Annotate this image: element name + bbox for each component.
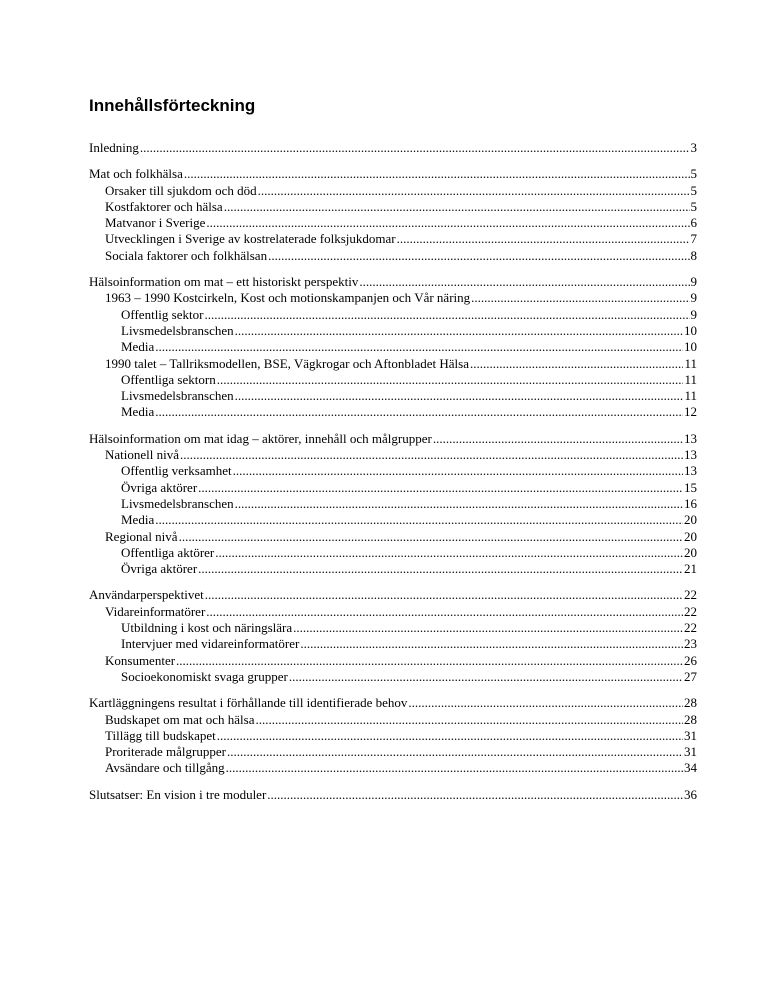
toc-entry-label: Hälsoinformation om mat idag – aktörer, innehåll och målgrupper [89,430,432,446]
toc-page-number: 12 [684,404,697,420]
toc-entry[interactable] [89,140,697,156]
toc-entry[interactable] [89,512,697,528]
toc-entry-label: Mat och folkhälsa [89,166,183,182]
toc-entry[interactable] [89,787,697,803]
toc-entry[interactable] [89,669,697,685]
toc-entry[interactable] [89,529,697,545]
toc-section [89,140,697,156]
toc-entry[interactable] [89,728,697,744]
toc-page-number: 34 [684,760,697,776]
toc-section [89,431,697,578]
toc-page-number: 7 [690,231,697,247]
toc-entry-label: Livsmedelsbranschen [121,495,234,511]
toc-entry[interactable] [89,356,697,372]
toc-entry-label: Media [121,404,155,420]
toc-page-number: 20 [684,544,697,560]
toc-entry-label: Offentliga aktörer [121,544,215,560]
toc-page-number: 22 [684,587,697,603]
dot-leader [289,669,683,685]
dot-leader [176,653,683,669]
toc-entry-label: Livsmedelsbranschen [121,388,234,404]
dot-leader [179,529,683,545]
dot-leader [198,480,683,496]
toc-entry-label: Matvanor i Sverige [105,215,206,231]
toc-page-number: 23 [684,636,697,652]
dot-leader [397,231,690,247]
dot-leader [206,215,689,231]
dot-leader [293,620,683,636]
toc-entry[interactable] [89,248,697,264]
toc-page-number: 20 [684,528,697,544]
dot-leader [433,431,683,447]
toc-entry[interactable] [89,323,697,339]
toc-page-number: 3 [690,140,697,155]
dot-leader [359,274,689,290]
toc-page-number: 31 [684,744,697,760]
toc-section [89,274,697,421]
toc-page-number: 10 [684,322,697,338]
dot-leader [235,496,683,512]
toc-entry-label: Utvecklingen i Sverige av kostrelaterade folksjukdomar [105,231,396,247]
dot-leader [140,140,690,156]
toc-page-number: 28 [684,695,697,711]
toc-entry-label: Socioekonomiskt svaga grupper [121,668,288,684]
toc-page-number: 26 [684,652,697,668]
dot-leader [258,183,690,199]
toc-entry[interactable] [89,372,697,388]
toc-entry-label: Utbildning i kost och näringslära [121,620,293,636]
toc-entry[interactable] [89,636,697,652]
dot-leader [205,587,683,603]
toc-page-number: 16 [684,495,697,511]
toc-entry[interactable] [89,307,697,323]
table-of-contents [89,140,697,813]
dot-leader [268,248,689,264]
toc-entry[interactable] [89,744,697,760]
toc-entry[interactable] [89,231,697,247]
toc-page-number: 22 [684,603,697,619]
toc-entry-label: Slutsatser: En vision i tre moduler [89,786,267,802]
toc-entry-label: Konsumenter [105,652,176,668]
toc-entry[interactable] [89,653,697,669]
toc-section [89,787,697,803]
toc-entry-label: Offentliga sektorn [121,371,216,387]
toc-entry[interactable] [89,695,697,711]
toc-page-number: 28 [684,711,697,727]
toc-page-number: 9 [690,290,697,306]
toc-entry[interactable] [89,587,697,603]
dot-leader [206,604,683,620]
toc-page-number: 9 [690,274,697,290]
toc-entry[interactable] [89,760,697,776]
toc-entry[interactable] [89,166,697,182]
dot-leader [155,339,683,355]
toc-page-number: 15 [684,479,697,495]
toc-page-number: 5 [690,198,697,214]
toc-entry[interactable] [89,604,697,620]
dot-leader [226,760,683,776]
toc-entry[interactable] [89,339,697,355]
dot-leader [217,728,683,744]
dot-leader [235,388,684,404]
dot-leader [227,744,683,760]
dot-leader [255,712,683,728]
toc-entry-label: Orsaker till sjukdom och död [105,182,257,198]
toc-page-number: 11 [684,355,697,371]
toc-entry-label: Livsmedelsbranschen [121,322,234,338]
dot-leader [300,636,683,652]
toc-entry-label: Vidareinformatörer [105,603,206,619]
toc-entry[interactable] [89,183,697,199]
toc-page-number: 13 [684,430,697,446]
toc-entry[interactable] [89,496,697,512]
toc-entry-label: Media [121,512,155,528]
toc-page-number: 13 [684,463,697,479]
toc-page-number: 27 [684,668,697,684]
toc-entry-label: Regional nivå [105,528,178,544]
toc-page-number: 11 [684,388,697,404]
toc-entry-label: Media [121,339,155,355]
toc-entry-label: Inledning [89,140,139,155]
toc-page-number: 13 [684,447,697,463]
dot-leader [155,512,683,528]
toc-entry[interactable] [89,447,697,463]
toc-entry-label: Sociala faktorer och folkhälsan [105,247,268,263]
toc-entry[interactable] [89,215,697,231]
toc-entry-label: Hälsoinformation om mat – ett historiskt perspektiv [89,274,359,290]
toc-page-number: 20 [684,512,697,528]
toc-entry-label: 1963 – 1990 Kostcirkeln, Kost och motionskampanjen och Vår näring [105,290,471,306]
toc-page-number: 31 [684,727,697,743]
toc-section [89,587,697,685]
toc-entry-label: Kartläggningens resultat i förhållande till identifierade behov [89,695,408,711]
dot-leader [470,356,683,372]
dot-leader [408,695,683,711]
toc-entry[interactable] [89,388,697,404]
toc-page-number: 11 [684,371,697,387]
dot-leader [471,290,689,306]
dot-leader [267,787,683,803]
toc-entry[interactable] [89,431,697,447]
toc-entry-label: Budskapet om mat och hälsa [105,711,255,727]
dot-leader [155,404,683,420]
toc-entry-label: Användarperspektivet [89,587,204,603]
toc-entry[interactable] [89,480,697,496]
toc-entry[interactable] [89,404,697,420]
toc-entry-label: Proriterade målgrupper [105,744,226,760]
toc-section [89,166,697,264]
toc-entry[interactable] [89,712,697,728]
dot-leader [204,307,689,323]
toc-entry-label: 1990 talet – Tallriksmodellen, BSE, Vägkrogar och Aftonbladet Hälsa [105,355,469,371]
dot-leader [215,545,683,561]
toc-entry-label: Övriga aktörer [121,479,198,495]
toc-page-number: 5 [690,166,697,182]
toc-entry-label: Offentlig verksamhet [121,463,232,479]
dot-leader [180,447,683,463]
dot-leader [235,323,683,339]
toc-page-number: 5 [690,182,697,198]
toc-entry[interactable] [89,620,697,636]
toc-entry-label: Övriga aktörer [121,561,198,577]
toc-page-number: 21 [684,561,697,577]
page-title: Innehållsförteckning [89,96,256,115]
toc-entry-label: Tillägg till budskapet [105,727,216,743]
toc-page-number: 9 [690,306,697,322]
toc-entry[interactable] [89,561,697,577]
toc-entry[interactable] [89,290,697,306]
toc-entry[interactable] [89,274,697,290]
toc-page-number: 22 [684,620,697,636]
dot-leader [224,199,690,215]
dot-leader [233,463,683,479]
dot-leader [184,166,690,182]
toc-entry-label: Offentlig sektor [121,306,204,322]
toc-entry-label: Avsändare och tillgång [105,760,225,776]
dot-leader [217,372,684,388]
toc-entry-label: Intervjuer med vidareinformatörer [121,636,300,652]
toc-entry-label: Nationell nivå [105,447,180,463]
toc-page-number: 6 [690,215,697,231]
toc-entry[interactable] [89,463,697,479]
toc-entry-label: Kostfaktorer och hälsa [105,198,223,214]
toc-page-number: 10 [684,339,697,355]
toc-entry[interactable] [89,199,697,215]
toc-section [89,695,697,776]
toc-entry[interactable] [89,545,697,561]
toc-page-number: 8 [690,247,697,263]
toc-page-number: 36 [684,786,697,802]
dot-leader [198,561,683,577]
